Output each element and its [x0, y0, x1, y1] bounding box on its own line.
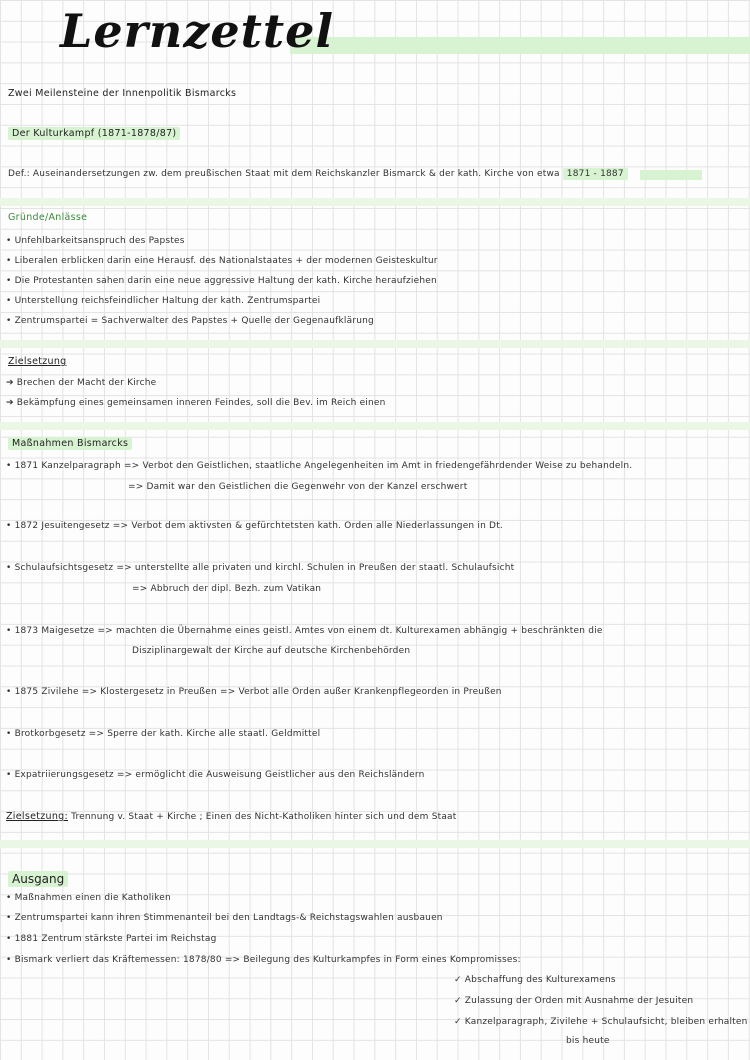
section-divider — [0, 198, 750, 206]
section-divider — [0, 422, 750, 430]
zielsetzung-item: ➔ Brechen der Macht der Kirche — [6, 378, 157, 388]
definition-line — [8, 169, 628, 179]
section-heading-text: Der Kulturkampf (1871-1878/87) — [8, 127, 180, 140]
gruende-item: • Unfehlbarkeitsanspruch des Papstes — [6, 236, 185, 246]
ausgang-item: • 1881 Zentrum stärkste Partei im Reichstag — [6, 934, 217, 944]
gruende-item: • Zentrumspartei = Sachverwalter des Papstes + Quelle der Gegenaufklärung — [6, 316, 374, 326]
section-heading — [8, 128, 180, 139]
ausgang-heading-text: Ausgang — [8, 871, 68, 887]
massnahmen-item: • 1872 Jesuitengesetz => Verbot dem aktivsten & gefürchtetsten kath. Orden alle Niederlassungen in Dt. — [6, 521, 503, 531]
ausgang-heading — [8, 872, 68, 886]
massnahmen-subitem: => Damit war den Geistlichen die Gegenwehr von der Kanzel erschwert — [128, 482, 468, 492]
definition-period: 1871 - 1887 — [563, 168, 628, 180]
massnahmen-subitem: => Abbruch der dipl. Bezh. zum Vatikan — [132, 584, 322, 594]
massnahmen-item: • Brotkorbgesetz => Sperre der kath. Kirche alle staatl. Geldmittel — [6, 729, 321, 739]
gruende-heading: Gründe/Anlässe — [8, 212, 88, 223]
massnahmen-subitem: Disziplinargewalt der Kirche auf deutsche Kirchenbehörden — [132, 646, 411, 656]
ausgang-check: ✓ Zulassung der Orden mit Ausnahme der Jesuiten — [454, 996, 694, 1006]
gruende-item: • Unterstellung reichsfeindlicher Haltung der kath. Zentrumspartei — [6, 296, 321, 306]
massnahmen-heading-text: Maßnahmen Bismarcks — [8, 437, 132, 450]
section-divider — [0, 840, 750, 848]
massnahmen-item: • 1871 Kanzelparagraph => Verbot den Geistlichen, staatliche Angelegenheiten im Amt in friedengefährdender Weise zu behandeln. — [6, 461, 633, 471]
massnahmen-item: • Schulaufsichtsgesetz => unterstellte alle privaten und kirchl. Schulen in Preußen der staatl. Schulaufsicht — [6, 563, 515, 573]
ausgang-item: • Zentrumspartei kann ihren Stimmenanteil bei den Landtags-& Reichstagswahlen ausbauen — [6, 913, 443, 923]
ausgang-item: • Maßnahmen einen die Katholiken — [6, 893, 171, 903]
section-divider — [0, 340, 750, 348]
zielsetzung2-line — [6, 811, 457, 822]
gruende-item: • Liberalen erblicken darin eine Herausf. des Nationalstaates + der modernen Geisteskultur — [6, 256, 438, 266]
title-highlight — [290, 37, 750, 54]
zielsetzung2-label: Zielsetzung: — [6, 811, 69, 822]
massnahmen-heading — [8, 438, 132, 449]
zielsetzung-item: ➔ Bekämpfung eines gemeinsamen inneren Feindes, soll die Bev. im Reich einen — [6, 398, 386, 408]
subtitle: Zwei Meilensteine der Innenpolitik Bismarcks — [8, 88, 237, 99]
ausgang-check: ✓ Abschaffung des Kulturexamens — [454, 975, 616, 985]
definition-highlight — [640, 170, 702, 180]
ausgang-check-note: bis heute — [566, 1036, 610, 1046]
definition-text: Def.: Auseinandersetzungen zw. dem preußischen Staat mit dem Reichskanzler Bismarck & der kath. Kirche von etwa — [8, 169, 560, 179]
zielsetzung-heading: Zielsetzung — [8, 356, 67, 367]
gruende-item: • Die Protestanten sahen darin eine neue aggressive Haltung der kath. Kirche heraufziehen — [6, 276, 437, 286]
ausgang-item: • Bismark verliert das Kräftemessen: 1878/80 => Beilegung des Kulturkampfes in Form eines Kompromisses: — [6, 955, 521, 965]
ausgang-check: ✓ Kanzelparagraph, Zivilehe + Schulaufsicht, bleiben erhalten — [454, 1017, 748, 1027]
page-title: Lernzettel — [60, 4, 334, 58]
massnahmen-item: • 1873 Maigesetze => machten die Übernahme eines geistl. Amtes von einem dt. Kulturexamen abhängig + beschränkten die — [6, 626, 603, 636]
massnahmen-item: • 1875 Zivilehe => Klostergesetz in Preußen => Verbot alle Orden außer Krankenpflegeorden in Preußen — [6, 687, 502, 697]
zielsetzung2-text: Trennung v. Staat + Kirche ; Einen des Nicht-Katholiken hinter sich und dem Staat — [71, 812, 457, 822]
massnahmen-item: • Expatriierungsgesetz => ermöglicht die Ausweisung Geistlicher aus den Reichsländern — [6, 770, 425, 780]
